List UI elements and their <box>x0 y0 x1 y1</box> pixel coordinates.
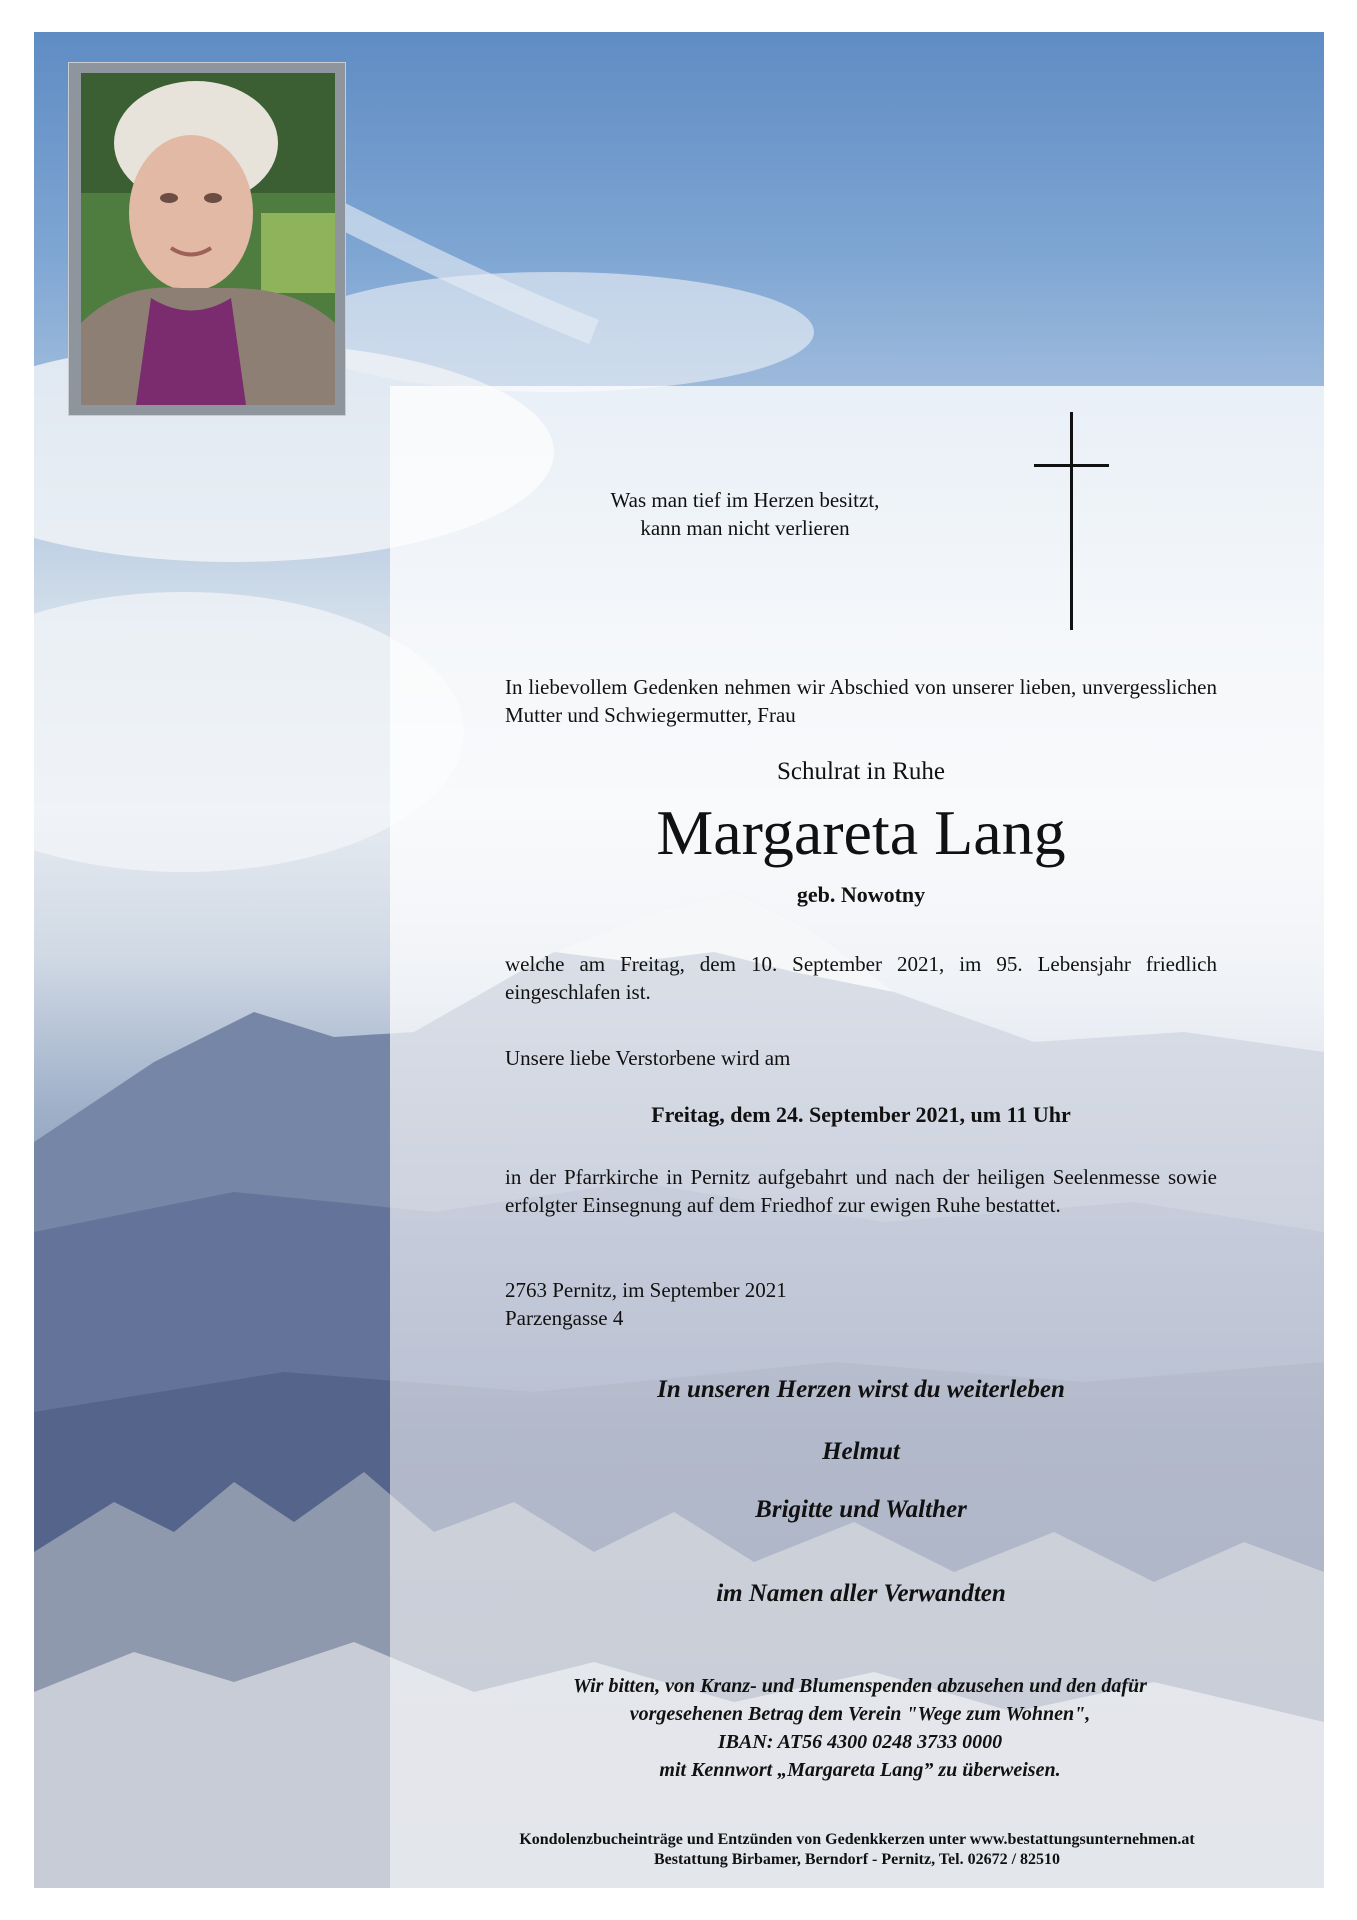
donation-line-4: mit Kennwort „Margareta Lang” zu überweisen. <box>659 1759 1061 1781</box>
death-notice: welche am Freitag, dem 10. September 2021, im 95. Lebensjahr friedlich eingeschlafen ist. <box>505 952 1217 1004</box>
address-line-1: 2763 Pernitz, im September 2021 <box>505 1278 787 1302</box>
mourner-son: Helmut <box>822 1438 900 1465</box>
maiden-name: geb. Nowotny <box>796 882 926 907</box>
deceased-name: Margareta Lang <box>656 797 1066 868</box>
cross-icon <box>1070 412 1073 630</box>
cross-icon-bar <box>1034 464 1109 467</box>
text-panel <box>390 386 1324 1888</box>
mourner-relatives: im Namen aller Verwandten <box>716 1580 1006 1607</box>
mourner-daughter-couple: Brigitte und Walther <box>755 1496 967 1523</box>
funeral-intro: Unsere liebe Verstorbene wird am <box>505 1046 791 1070</box>
funeral-details: in der Pfarrkirche in Pernitz aufgebahrt und nach der heiligen Seelenmesse sowie erfolgter Einsegnung auf dem Friedhof zur ewigen Ruhe bestattet. <box>505 1165 1217 1217</box>
footer-line-2: Bestattung Birbamer, Berndorf - Pernitz, Tel. 02672 / 82510 <box>653 1851 1061 1868</box>
donation-request <box>430 1672 1290 1784</box>
funeral-date: Freitag, dem 24. September 2021, um 11 Uhr <box>651 1102 1071 1127</box>
mourners-motto: In unseren Herzen wirst du weiterleben <box>657 1376 1065 1403</box>
donation-line-2: vorgesehenen Betrag dem Verein "Wege zum Wohnen", <box>629 1703 1091 1725</box>
quote-line-2: kann man nicht verlieren <box>640 516 850 540</box>
donation-line-1: Wir bitten, von Kranz- und Blumenspenden abzusehen und den dafür <box>573 1675 1147 1697</box>
address-line-2: Parzengasse 4 <box>505 1306 624 1330</box>
portrait-frame <box>68 62 346 416</box>
intro-text: In liebevollem Gedenken nehmen wir Abschied von unserer lieben, unvergesslichen Mutter und Schwiegermutter, Frau <box>505 675 1217 727</box>
footer <box>390 1830 1324 1870</box>
quote-line-1: Was man tief im Herzen besitzt, <box>610 488 880 512</box>
memorial-quote <box>560 486 930 542</box>
donation-line-3: IBAN: AT56 4300 0248 3733 0000 <box>717 1731 1003 1753</box>
footer-line-1: Kondolenzbucheinträge und Entzünden von Gedenkkerzen unter www.bestattungsunternehmen.at <box>519 1831 1195 1848</box>
address-block <box>505 1276 1217 1332</box>
portrait-photo <box>81 73 335 405</box>
honorary-title: Schulrat in Ruhe <box>776 758 946 785</box>
